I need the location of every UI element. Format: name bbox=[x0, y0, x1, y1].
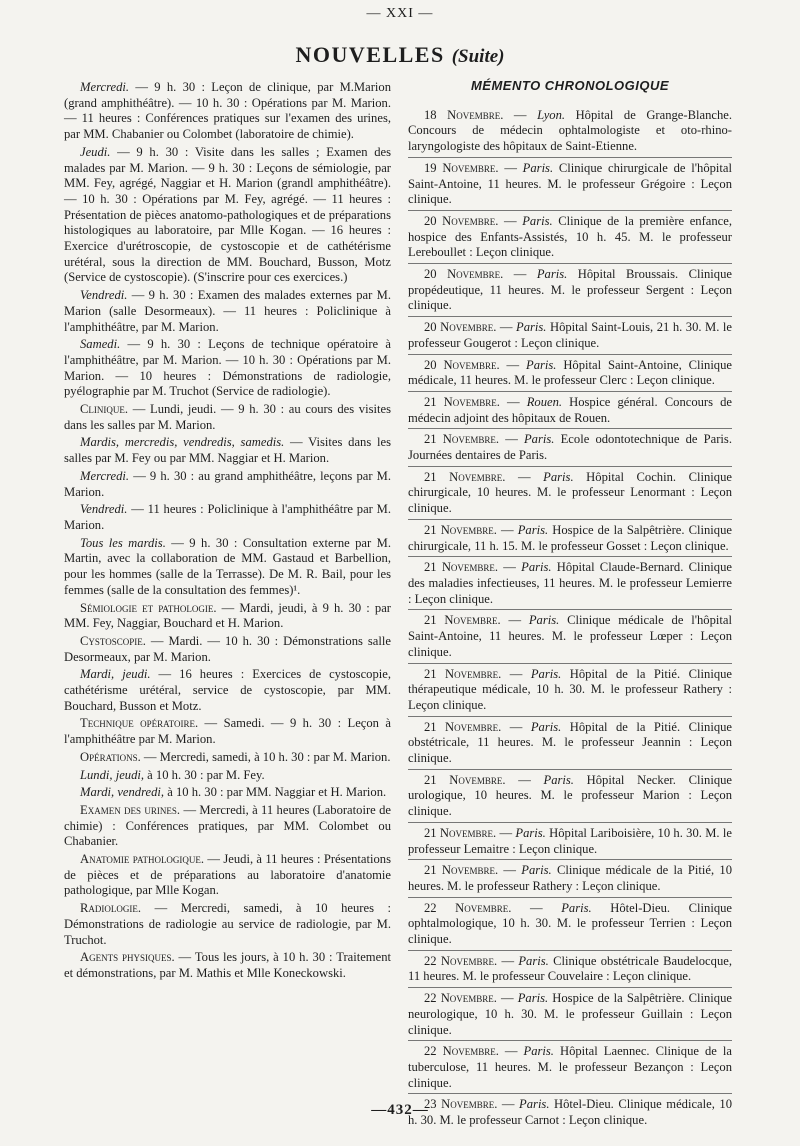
paragraph-text: — 16 heures : Exercices de cystoscopie, cathétérisme urétéral, service de cystoscopie, par MM. Bouchard, Busson et Motz. bbox=[64, 667, 391, 713]
memento-entry: 21 Novembre. — Paris. Clinique médicale de l'hôpital Saint-Antoine, 11 heures. M. le professeur Lœper : Leçon clinique. bbox=[408, 613, 732, 659]
page-title-suffix: (Suite) bbox=[451, 46, 505, 67]
entry-text: Hôpital de Grange-Blanche. Concours de médecin ophtalmologiste et oto-rhino-laryngologiste des hôpitaux de Saint-Etienne. bbox=[408, 107, 732, 154]
entry-date: 21 Novembre. bbox=[424, 432, 500, 447]
news-paragraph bbox=[64, 502, 391, 533]
paragraph-text: — 9 h. 30 : Visite dans les salles ; Examen des malades par M. Marion. — 9 h. 30 : Leçons de sémiologie, par MM. Fey, agrégé, Naggiar et H. Marion (grandl amphithéâtre). — 10 h. 30 : Opérations par M. Fey, agrégé. — 11 heures : Présentation de pièces anatomo-pathologiques et de préparations histologiques au laboratoire, par Mlle Kogan. — 16 heures : Exercice d'urétroscopie, de cystoscopie et de cathétérisme urétéral, sous la direction de MM. Bouchard, Busson, Motz (Service de cystoscopie). (S'inscrire pour ces exercices.) bbox=[64, 144, 391, 285]
paragraph-text: — Mercredi, à 11 heures (Laboratoire de chimie) : Conférences pratiques, par MM. Colombet ou Chabanier. bbox=[64, 802, 391, 849]
entry-text: Hôtel-Dieu. Clinique ophtalmologique, 10 h. 30. M. le professeur Terrien : Leçon clinique. bbox=[408, 900, 733, 947]
memento-entry: 23 Novembre. — Paris. Hôtel-Dieu. Clinique médicale, 10 h. 30. M. le professeur Carnot : Leçon clinique. bbox=[408, 1097, 733, 1128]
memento-entry: 21 Novembre. — Paris. Hôpital Lariboisière, 10 h. 30. M. le professeur Lemaitre : Leçon clinique. bbox=[408, 825, 732, 856]
memento-entry: 22 Novembre. — Paris. Clinique obstétricale Baudelocque, 11 heures. M. le professeur Couvelaire : Leçon clinique. bbox=[408, 953, 732, 984]
paragraph-text: — Mercredi, samedi, à 10 h. 30 : par M. Marion. bbox=[140, 749, 391, 764]
paragraph-text: — Visites dans les salles par M. Fey ou par MM. Naggiar et H. Marion. bbox=[64, 435, 391, 466]
entry-text: Clinique chirurgicale de l'hôpital Saint-Antoine, 11 heures. M. le professeur Grégoire : Leçon clinique. bbox=[408, 160, 733, 207]
paragraph-lead: Mardis, mercredis, vendredis, samedis. bbox=[80, 435, 285, 450]
memento-entry: 21 Novembre. — Paris. Hôpital Cochin. Clinique chirurgicale, 10 heures. M. le professeur Lenormant : Leçon clinique. bbox=[408, 469, 732, 516]
entry-date: 22 Novembre. bbox=[424, 1044, 499, 1059]
entry-text: Hôpital Cochin. Clinique chirurgicale, 10 heures. M. le professeur Lenormant : Leçon clinique. bbox=[408, 469, 732, 516]
paragraph-lead: Radiologie. bbox=[80, 901, 142, 916]
paragraph-lead: Mardi, vendredi, bbox=[80, 785, 165, 800]
entry-city: Paris. bbox=[522, 213, 553, 228]
entry-date: 20 Novembre. bbox=[424, 267, 504, 282]
entry-date: 21 Novembre. bbox=[424, 469, 506, 484]
news-paragraph bbox=[64, 402, 391, 433]
memento-entry: 20 Novembre. — Paris. Hôpital Saint-Louis, 21 h. 30. M. le professeur Gougerot : Leçon clinique. bbox=[408, 320, 732, 350]
entry-city: Paris. bbox=[528, 613, 560, 628]
entry-text: Hôpital de la Pitié. Clinique thérapeutique médicale, 10 h. 30. M. le professeur Rathery : Leçon clinique. bbox=[408, 666, 732, 712]
paragraph-text: — 9 h. 30 : Leçon de clinique, par M.Marion (grand amphithéâtre). — 10 h. 30 : Opérations par M. Marion. — 11 heures : Conférences pratiques sur l'examen des urines, par MM. Chabanier ou Colombet (laboratoire de chimie). bbox=[64, 80, 391, 142]
entry-date: 21 Novembre. bbox=[424, 613, 501, 628]
entry-text: Hôtel-Dieu. Clinique médicale, 10 h. 30. M. le professeur Carnot : Leçon clinique. bbox=[408, 1097, 733, 1128]
paragraph-text: — Tous les jours, à 10 h. 30 : Traitement et démonstrations, par M. Mathis et Mlle Koneckowski. bbox=[64, 950, 391, 980]
news-paragraph bbox=[64, 536, 391, 599]
news-paragraph bbox=[64, 634, 391, 665]
paragraph-text: — Lundi, jeudi. — 9 h. 30 : au cours des visites dans les salles par M. Marion. bbox=[64, 402, 391, 432]
memento-entry: 19 Novembre. — Paris. Clinique chirurgicale de l'hôpital Saint-Antoine, 11 heures. M. le professeur Grégoire : Leçon clinique. bbox=[408, 160, 733, 207]
memento-entry: 22 Novembre. — Paris. Hospice de la Salpêtrière. Clinique neurologique, 10 h. 30. M. le professeur Guillain : Leçon clinique. bbox=[408, 991, 732, 1037]
entry-divider bbox=[408, 391, 732, 392]
memento-entry: 21 Novembre. — Paris. Hôpital Necker. Clinique urologique, 10 heures. M. le professeur Marion : Leçon clinique. bbox=[408, 772, 732, 819]
entry-divider bbox=[408, 354, 732, 355]
entry-date: 20 Novembre. bbox=[424, 320, 497, 335]
paragraph-text: — Jeudi, à 11 heures : Présentations de pièces et de préparations au laboratoire d'anatomie pathologique, par Mlle Kogan. bbox=[64, 852, 391, 898]
entry-divider bbox=[408, 1040, 732, 1041]
memento-entry: 22 Novembre. — Paris. Hôtel-Dieu. Clinique ophtalmologique, 10 h. 30. M. le professeur Terrien : Leçon clinique. bbox=[408, 900, 733, 947]
entry-city: Paris. bbox=[530, 719, 562, 734]
entry-divider bbox=[408, 1093, 732, 1094]
entry-city: Paris. bbox=[516, 320, 547, 335]
memento-entry: 18 Novembre. — Lyon. Hôpital de Grange-Blanche. Concours de médecin ophtalmologiste et oto-rhino-laryngologiste des hôpitaux de Saint-Etienne. bbox=[408, 107, 732, 154]
paragraph-text: — Mardi, jeudi, à 9 h. 30 : par MM. Fey, Naggiar, Bouchard et H. Marion. bbox=[64, 600, 391, 631]
entry-divider bbox=[408, 897, 732, 898]
entry-date: 22 Novembre. bbox=[424, 991, 497, 1006]
paragraph-lead: Vendredi. bbox=[80, 502, 128, 517]
entry-city: Paris. bbox=[517, 522, 549, 537]
entry-divider bbox=[408, 428, 732, 429]
news-paragraph bbox=[64, 667, 391, 714]
entry-text: Clinique médicale de l'hôpital Saint-Antoine, 11 heures. M. le professeur Lœper : Leçon clinique. bbox=[408, 613, 732, 659]
entry-divider bbox=[408, 859, 732, 860]
entry-date: 18 Novembre. bbox=[424, 107, 504, 122]
entry-date: 19 Novembre. bbox=[424, 160, 499, 175]
entry-divider bbox=[408, 556, 732, 557]
entry-date: 21 Novembre. bbox=[424, 394, 500, 409]
paragraph-text: — 11 heures : Policlinique à l'amphithéâtre par M. Marion. bbox=[64, 502, 391, 532]
entry-text: Hôpital de la Pitié. Clinique obstétricale, 11 heures. M. le professeur Jeannin : Leçon clinique. bbox=[408, 719, 732, 766]
paragraph-lead: Anatomie pathologique. bbox=[80, 852, 205, 867]
memento-entry: 20 Novembre. — Paris. Hôpital Broussais. Clinique propédeutique, 11 heures. M. le professeur Sergent : Leçon clinique. bbox=[408, 267, 732, 313]
entry-divider bbox=[408, 769, 732, 770]
memento-entry: 21 Novembre. — Paris. Hospice de la Salpêtrière. Clinique chirurgicale, 11 h. 15. M. le professeur Gosset : Leçon clinique. bbox=[408, 522, 732, 553]
entry-divider bbox=[408, 519, 732, 520]
entry-city: Paris. bbox=[523, 1044, 554, 1059]
news-paragraph bbox=[64, 337, 391, 400]
memento-entry: 20 Novembre. — Paris. Clinique de la première enfance, hospice des Enfants-Assistés, 10 h. 45. M. le professeur Lereboullet : Leçon clinique. bbox=[408, 213, 733, 260]
entry-date: 21 Novembre. bbox=[424, 863, 499, 878]
entry-date: 21 Novembre. bbox=[424, 719, 502, 734]
entry-divider bbox=[408, 263, 732, 264]
entry-text: Hôpital Necker. Clinique urologique, 10 heures. M. le professeur Marion : Leçon clinique. bbox=[408, 772, 732, 819]
entry-text: Hôpital Laennec. Clinique de la tuberculose, 11 heures. M. le professeur Bezançon : Leçon clinique. bbox=[408, 1044, 732, 1090]
paragraph-lead: Mercredi. bbox=[80, 80, 130, 94]
entry-date: 23 Novembre. bbox=[424, 1097, 498, 1112]
news-paragraph bbox=[64, 145, 391, 286]
paragraph-text: — 9 h. 30 : Leçons de technique opératoire à l'amphithéâtre, par M. Marion. — 10 h. 30 : Opérations par M. Marion. — 10 heures : Démonstrations de radiologie, pyélographie par M. Truchot (Service de radiologie). bbox=[64, 337, 391, 399]
news-paragraph bbox=[64, 852, 391, 899]
page-title-main: NOUVELLES bbox=[295, 42, 445, 67]
entry-divider bbox=[408, 950, 732, 951]
memento-entry: 21 Novembre. — Paris. Clinique médicale de la Pitié, 10 heures. M. le professeur Rathery : Leçon clinique. bbox=[408, 863, 732, 893]
entry-date: 21 Novembre. bbox=[424, 666, 502, 681]
paragraph-lead: Mercredi. bbox=[80, 468, 130, 483]
news-paragraph bbox=[64, 950, 391, 981]
entry-text: Hôpital Saint-Louis, 21 h. 30. M. le professeur Gougerot : Leçon clinique. bbox=[408, 320, 732, 350]
entry-city: Paris. bbox=[519, 1097, 550, 1112]
entry-city: Paris. bbox=[536, 267, 568, 282]
entry-text: Ecole odontotechnique de Paris. Journées dentaires de Paris. bbox=[408, 432, 732, 463]
paragraph-text: — Samedi. — 9 h. 30 : Leçon à l'amphithéâtre par M. Marion. bbox=[64, 716, 391, 747]
entry-text: Hôpital Broussais. Clinique propédeutique, 11 heures. M. le professeur Sergent : Leçon clinique. bbox=[408, 267, 732, 313]
paragraph-lead: Jeudi. bbox=[80, 144, 111, 159]
entry-text: Hôpital Saint-Antoine, Clinique médicale, 11 heures. M. le professeur Clerc : Leçon clinique. bbox=[408, 357, 732, 388]
memento-entry: 21 Novembre. — Paris. Hôpital de la Pitié. Clinique thérapeutique médicale, 10 h. 30. M. le professeur Rathery : Leçon clinique. bbox=[408, 666, 732, 712]
news-paragraph bbox=[64, 750, 391, 766]
paragraph-lead: Clinique. bbox=[80, 402, 129, 417]
entry-city: Paris. bbox=[517, 991, 549, 1006]
paragraph-lead: Sémiologie et pathologie. bbox=[80, 600, 217, 615]
entry-city: Paris. bbox=[522, 160, 554, 175]
entry-date: 21 Novembre. bbox=[424, 560, 499, 575]
entry-city: Paris. bbox=[521, 560, 552, 575]
entry-text: Hôpital Lariboisière, 10 h. 30. M. le professeur Lemaitre : Leçon clinique. bbox=[408, 825, 732, 856]
paragraph-lead: Examen des urines. bbox=[80, 802, 181, 817]
entry-city: Paris. bbox=[521, 863, 552, 878]
news-paragraph bbox=[64, 716, 391, 747]
paragraph-lead: Cystoscopie. bbox=[80, 633, 146, 648]
entry-text: Hospice général. Concours de médecin adjoint des hôpitaux de Rouen. bbox=[408, 394, 732, 425]
memento-entry: 21 Novembre. — Paris. Hôpital de la Pitié. Clinique obstétricale, 11 heures. M. le professeur Jeannin : Leçon clinique. bbox=[408, 719, 732, 766]
entry-city: Paris. bbox=[530, 666, 562, 681]
left-column bbox=[64, 80, 391, 984]
news-paragraph bbox=[64, 803, 391, 850]
memento-entry: 22 Novembre. — Paris. Hôpital Laennec. Clinique de la tuberculose, 11 heures. M. le professeur Bezançon : Leçon clinique. bbox=[408, 1044, 732, 1090]
paragraph-lead: Technique opératoire. bbox=[80, 716, 199, 731]
paragraph-lead: Vendredi. bbox=[80, 288, 128, 303]
entry-city: Paris. bbox=[515, 825, 546, 840]
paragraph-text: — Mercredi, samedi, à 10 heures : Démonstrations de radiologie au service de radiologie, par M. Truchot. bbox=[64, 901, 391, 947]
memento-entry: 21 Novembre. — Paris. Hôpital Claude-Bernard. Clinique des maladies infectieuses, 11 heures. M. le professeur Lemierre : Leçon clinique. bbox=[408, 560, 732, 606]
entry-text: Clinique médicale de la Pitié, 10 heures. M. le professeur Rathery : Leçon clinique. bbox=[408, 863, 732, 893]
entry-city: Lyon. bbox=[537, 107, 566, 122]
entry-divider bbox=[408, 716, 732, 717]
page-number: —432— bbox=[371, 1102, 429, 1118]
news-paragraph bbox=[64, 901, 391, 948]
entry-city: Paris. bbox=[543, 469, 574, 484]
news-paragraph bbox=[64, 435, 391, 466]
paragraph-text: à 10 h. 30 : par M. Fey. bbox=[144, 767, 265, 782]
entry-divider bbox=[408, 987, 732, 988]
entry-divider bbox=[408, 466, 732, 467]
entry-date: 22 Novembre. bbox=[424, 953, 498, 968]
news-paragraph bbox=[64, 469, 391, 500]
entry-city: Paris. bbox=[526, 357, 557, 372]
paragraph-lead: Tous les mardis. bbox=[80, 535, 166, 550]
paragraph-lead: Lundi, jeudi, bbox=[80, 767, 145, 782]
entry-divider bbox=[408, 210, 732, 211]
news-paragraph bbox=[64, 80, 391, 143]
entry-city: Paris. bbox=[561, 900, 592, 915]
memento-entry: 21 Novembre. — Paris. Ecole odontotechnique de Paris. Journées dentaires de Paris. bbox=[408, 432, 732, 463]
right-column bbox=[408, 78, 732, 1131]
entry-divider bbox=[408, 822, 732, 823]
entry-text: Clinique obstétricale Baudelocque, 11 heures. M. le professeur Couvelaire : Leçon clinique. bbox=[408, 953, 732, 984]
paragraph-text: à 10 h. 30 : par MM. Naggiar et H. Marion. bbox=[164, 785, 387, 800]
entry-date: 21 Novembre. bbox=[424, 825, 497, 840]
entry-city: Paris. bbox=[543, 772, 574, 787]
entry-date: 20 Novembre. bbox=[424, 357, 500, 372]
entry-divider bbox=[408, 316, 732, 317]
entry-date: 22 Novembre. bbox=[424, 900, 512, 915]
entry-text: Hospice de la Salpêtrière. Clinique neurologique, 10 h. 30. M. le professeur Guillain : Leçon clinique. bbox=[408, 991, 732, 1037]
entry-city: Rouen. bbox=[526, 394, 563, 409]
paragraph-lead: Samedi. bbox=[80, 337, 121, 352]
entry-text: Hospice de la Salpêtrière. Clinique chirurgicale, 11 h. 15. M. le professeur Gosset : Leçon clinique. bbox=[408, 522, 732, 553]
page-section-number: — XXI — bbox=[366, 6, 434, 21]
paragraph-lead: Opérations. bbox=[80, 749, 141, 764]
paragraph-lead: Mardi, jeudi. bbox=[80, 667, 151, 682]
news-paragraph bbox=[64, 288, 391, 335]
paragraph-lead: Agents physiques. bbox=[80, 950, 175, 965]
entry-text: Clinique de la première enfance, hospice des Enfants-Assistés, 10 h. 45. M. le professeur Lereboullet : Leçon clinique. bbox=[408, 213, 733, 260]
entry-divider bbox=[408, 609, 732, 610]
memento-entry: 21 Novembre. — Rouen. Hospice général. Concours de médecin adjoint des hôpitaux de Rouen. bbox=[408, 394, 732, 425]
paragraph-text: — 9 h. 30 : Examen des malades externes par M. Marion (salle Desormeaux). — 11 heures : Policlinique à l'amphithéâtre, par M. Marion. bbox=[64, 288, 391, 334]
paragraph-text: — 9 h. 30 : au grand amphithéâtre, leçons par M. Marion. bbox=[64, 468, 391, 499]
memento-entry: 20 Novembre. — Paris. Hôpital Saint-Antoine, Clinique médicale, 11 heures. M. le professeur Clerc : Leçon clinique. bbox=[408, 357, 732, 388]
memento-entries bbox=[408, 108, 732, 1129]
entry-divider bbox=[408, 663, 732, 664]
news-paragraph bbox=[64, 601, 391, 632]
entry-date: 21 Novembre. bbox=[424, 522, 497, 537]
entry-text: Hôpital Claude-Bernard. Clinique des maladies infectieuses, 11 heures. M. le professeur Lemierre : Leçon clinique. bbox=[408, 560, 732, 606]
entry-divider bbox=[408, 157, 732, 158]
entry-city: Paris. bbox=[518, 953, 549, 968]
entry-date: 21 Novembre. bbox=[424, 772, 506, 787]
memento-heading: MÉMENTO CHRONOLOGIQUE bbox=[470, 78, 670, 93]
page-title bbox=[0, 42, 800, 68]
entry-date: 20 Novembre. bbox=[424, 213, 499, 228]
news-paragraph bbox=[64, 768, 391, 784]
paragraph-text: — Mardi. — 10 h. 30 : Démonstrations salle Desormeaux, par M. Marion. bbox=[64, 633, 391, 664]
paragraph-text: — 9 h. 30 : Consultation externe par M. Martin, avec la collaboration de MM. Gastaud et Barbellion, pour les hommes (salle de la Terrasse). De M. R. Bail, pour les femmes (salle de la consultation des femmes)¹. bbox=[64, 535, 391, 597]
entry-city: Paris. bbox=[523, 432, 555, 447]
news-paragraph bbox=[64, 785, 391, 801]
